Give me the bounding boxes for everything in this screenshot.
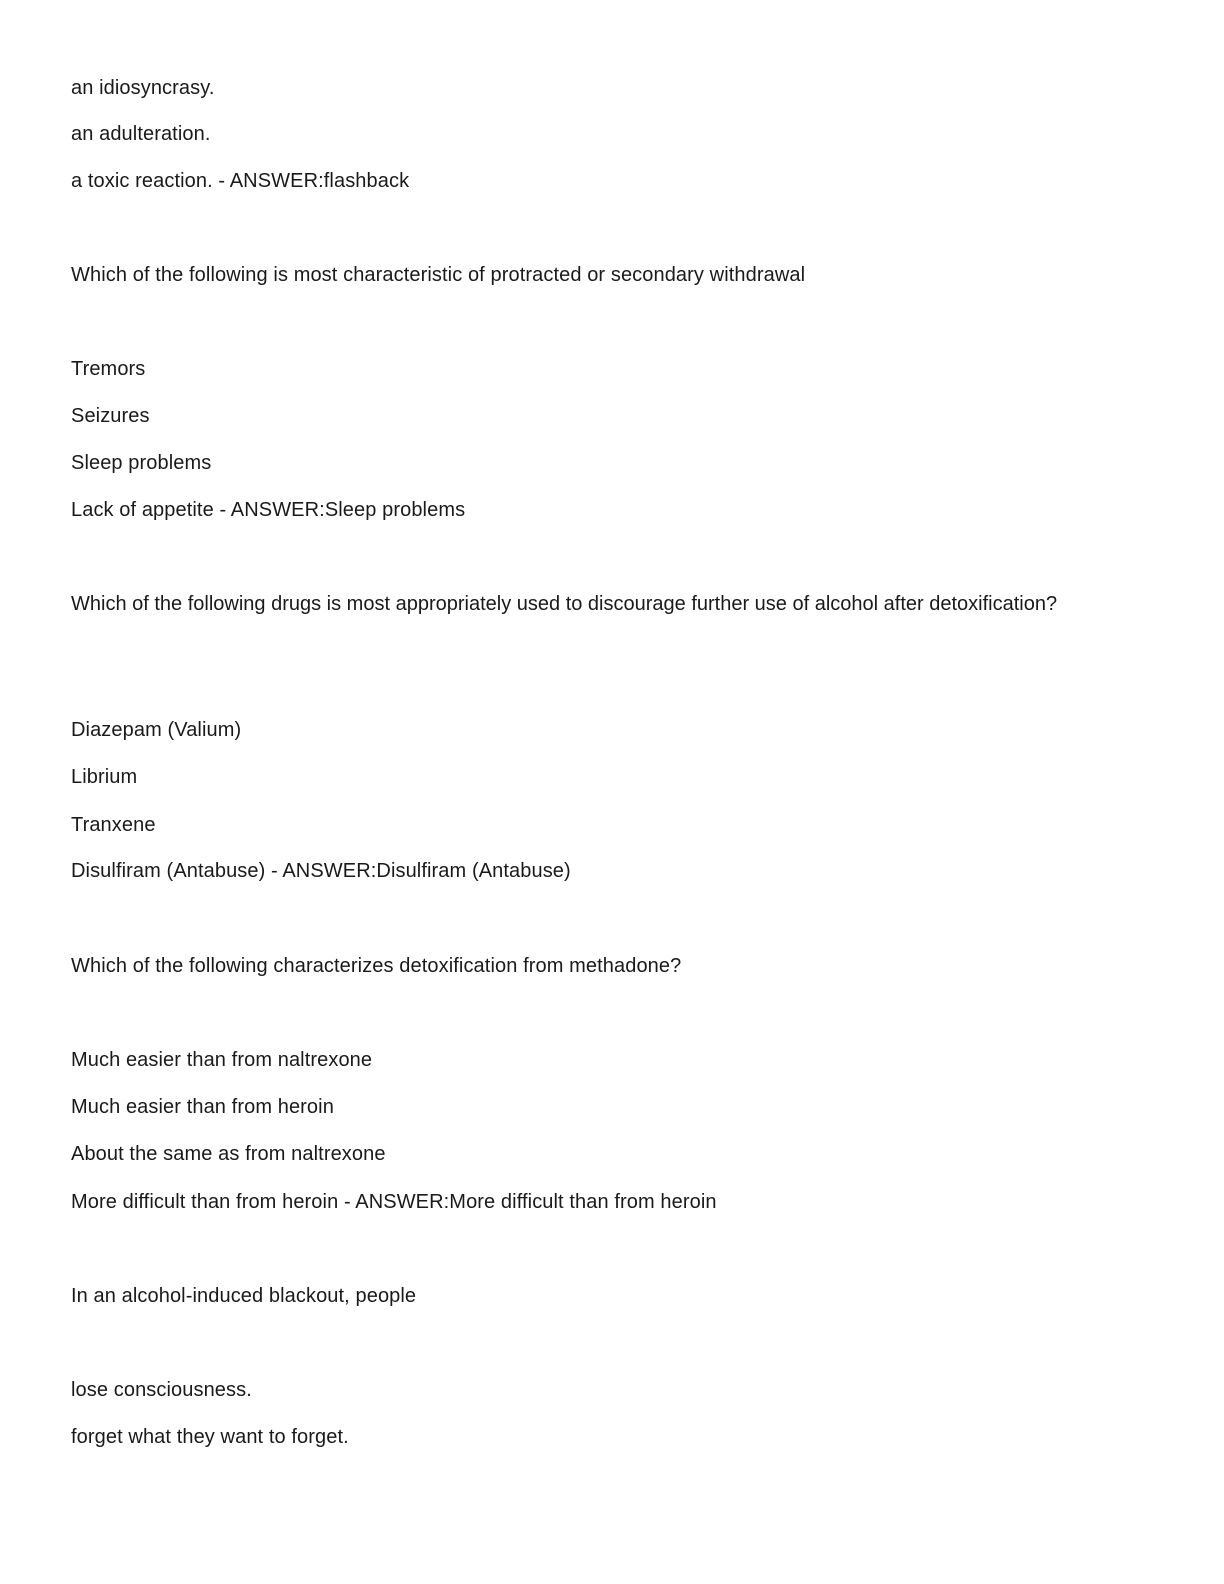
answer-option: Librium — [71, 766, 138, 788]
answer-option: an idiosyncrasy. — [71, 77, 215, 99]
answer-option: Much easier than from naltrexone — [71, 1049, 373, 1071]
answer-option: Diazepam (Valium) — [71, 719, 242, 741]
answer-option-with-answer: Disulfiram (Antabuse) - ANSWER:Disulfiram (Antabuse) — [71, 860, 571, 882]
answer-option-with-answer: a toxic reaction. - ANSWER:flashback — [71, 170, 410, 192]
answer-option: lose consciousness. — [71, 1379, 252, 1401]
answer-option-with-answer: More difficult than from heroin - ANSWER:More difficult than from heroin — [71, 1191, 717, 1213]
answer-option: an adulteration. — [71, 123, 211, 145]
answer-option: Tranxene — [71, 814, 156, 836]
question-text: Which of the following characterizes detoxification from methadone? — [71, 955, 682, 977]
answer-option: Seizures — [71, 405, 150, 427]
question-text: Which of the following is most characteristic of protracted or secondary withdrawal — [71, 264, 806, 286]
answer-option: forget what they want to forget. — [71, 1426, 349, 1448]
answer-option: Sleep problems — [71, 452, 212, 474]
answer-option: Tremors — [71, 358, 146, 380]
question-text: Which of the following drugs is most appropriately used to discourage further use of alcohol after detoxification? — [71, 593, 1058, 615]
answer-option: About the same as from naltrexone — [71, 1143, 386, 1165]
answer-option: Much easier than from heroin — [71, 1096, 334, 1118]
question-text: In an alcohol-induced blackout, people — [71, 1285, 417, 1307]
answer-option-with-answer: Lack of appetite - ANSWER:Sleep problems — [71, 499, 466, 521]
